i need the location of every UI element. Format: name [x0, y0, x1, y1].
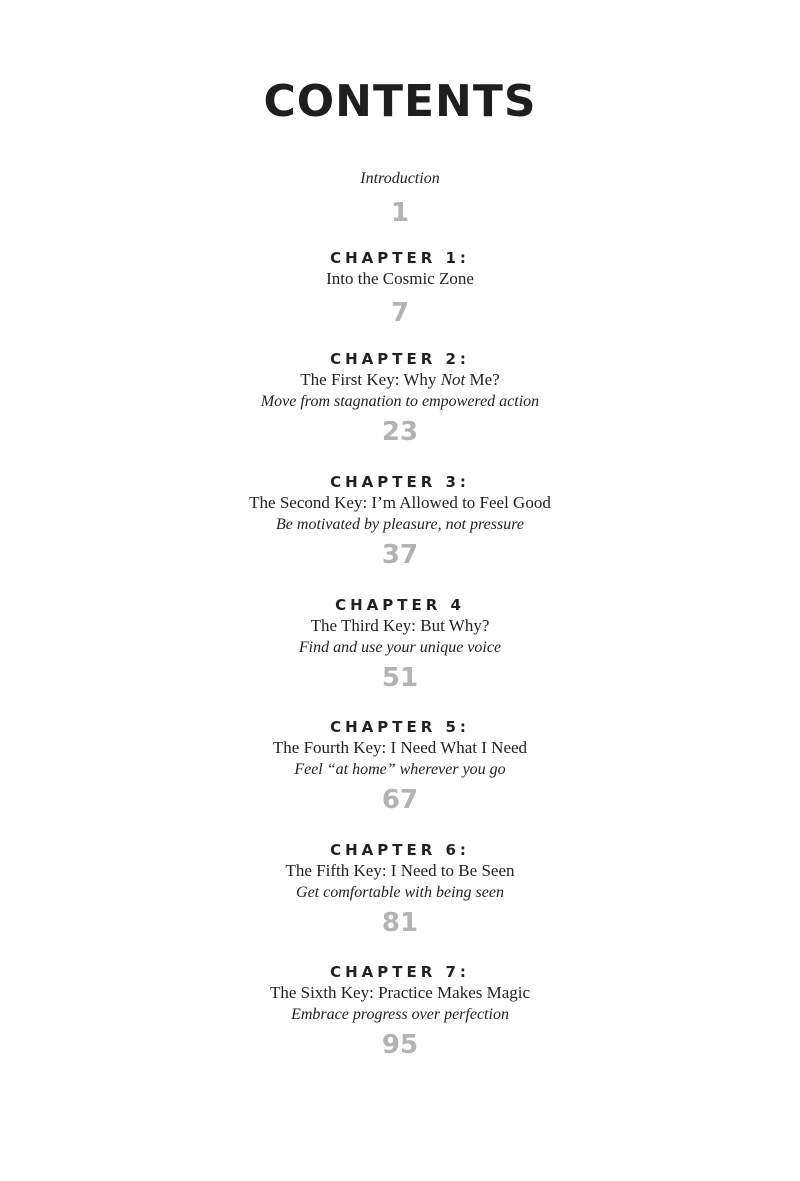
chapter-title: The Fourth Key: I Need What I Need [272, 738, 528, 757]
chapter-label: CHAPTER 3: [330, 473, 470, 491]
page-title: CONTENTS [263, 76, 537, 127]
chapter-page-number: 7 [390, 298, 410, 328]
chapter-subtitle: Find and use your unique voice [298, 639, 502, 656]
chapter-title-part: The First Key: Why [300, 370, 441, 389]
chapter-label: CHAPTER 2: [330, 350, 470, 368]
toc-entry-chapter-4[interactable] [0, 595, 800, 695]
chapter-label: CHAPTER 1: [330, 249, 470, 267]
toc-entry-chapter-2[interactable] [0, 349, 800, 449]
chapter-page-number: 37 [381, 540, 419, 570]
chapter-subtitle: Be motivated by pleasure, not pressure [276, 516, 524, 533]
chapter-title-emphasis: Not [440, 370, 466, 389]
chapter-page-number: 23 [381, 417, 419, 447]
chapter-label: CHAPTER 7: [330, 963, 470, 981]
chapter-title: The Fifth Key: I Need to Be Seen [285, 861, 515, 880]
chapter-subtitle: Move from stagnation to empowered action [260, 393, 540, 410]
introduction-title: Introduction [360, 170, 440, 187]
chapter-title: The Sixth Key: Practice Makes Magic [269, 983, 531, 1002]
chapter-title: The Second Key: I’m Allowed to Feel Good [249, 493, 551, 512]
chapter-label: CHAPTER 4 [335, 596, 465, 614]
introduction-page-number: 1 [390, 198, 410, 228]
chapter-page-number: 95 [381, 1030, 419, 1060]
toc-entry-chapter-1[interactable] [0, 248, 800, 330]
chapter-label: CHAPTER 6: [330, 841, 470, 859]
chapter-page-number: 51 [381, 663, 419, 693]
chapter-title: Into the Cosmic Zone [326, 269, 474, 288]
toc-entry-chapter-5[interactable] [0, 717, 800, 817]
chapter-subtitle: Get comfortable with being seen [296, 884, 504, 901]
chapter-page-number: 67 [381, 785, 419, 815]
chapter-subtitle: Embrace progress over perfection [291, 1006, 509, 1023]
toc-entry-chapter-6[interactable] [0, 840, 800, 940]
toc-entry-chapter-3[interactable] [0, 472, 800, 572]
chapter-title-part: Me? [465, 370, 500, 389]
toc-entry-chapter-7[interactable] [0, 962, 800, 1062]
chapter-subtitle: Feel “at home” wherever you go [294, 761, 506, 778]
chapter-page-number: 81 [381, 908, 419, 938]
chapter-title: The Third Key: But Why? [310, 616, 490, 635]
toc-entry-introduction[interactable] [0, 168, 800, 230]
chapter-title [0, 369, 800, 391]
chapter-label: CHAPTER 5: [330, 718, 470, 736]
